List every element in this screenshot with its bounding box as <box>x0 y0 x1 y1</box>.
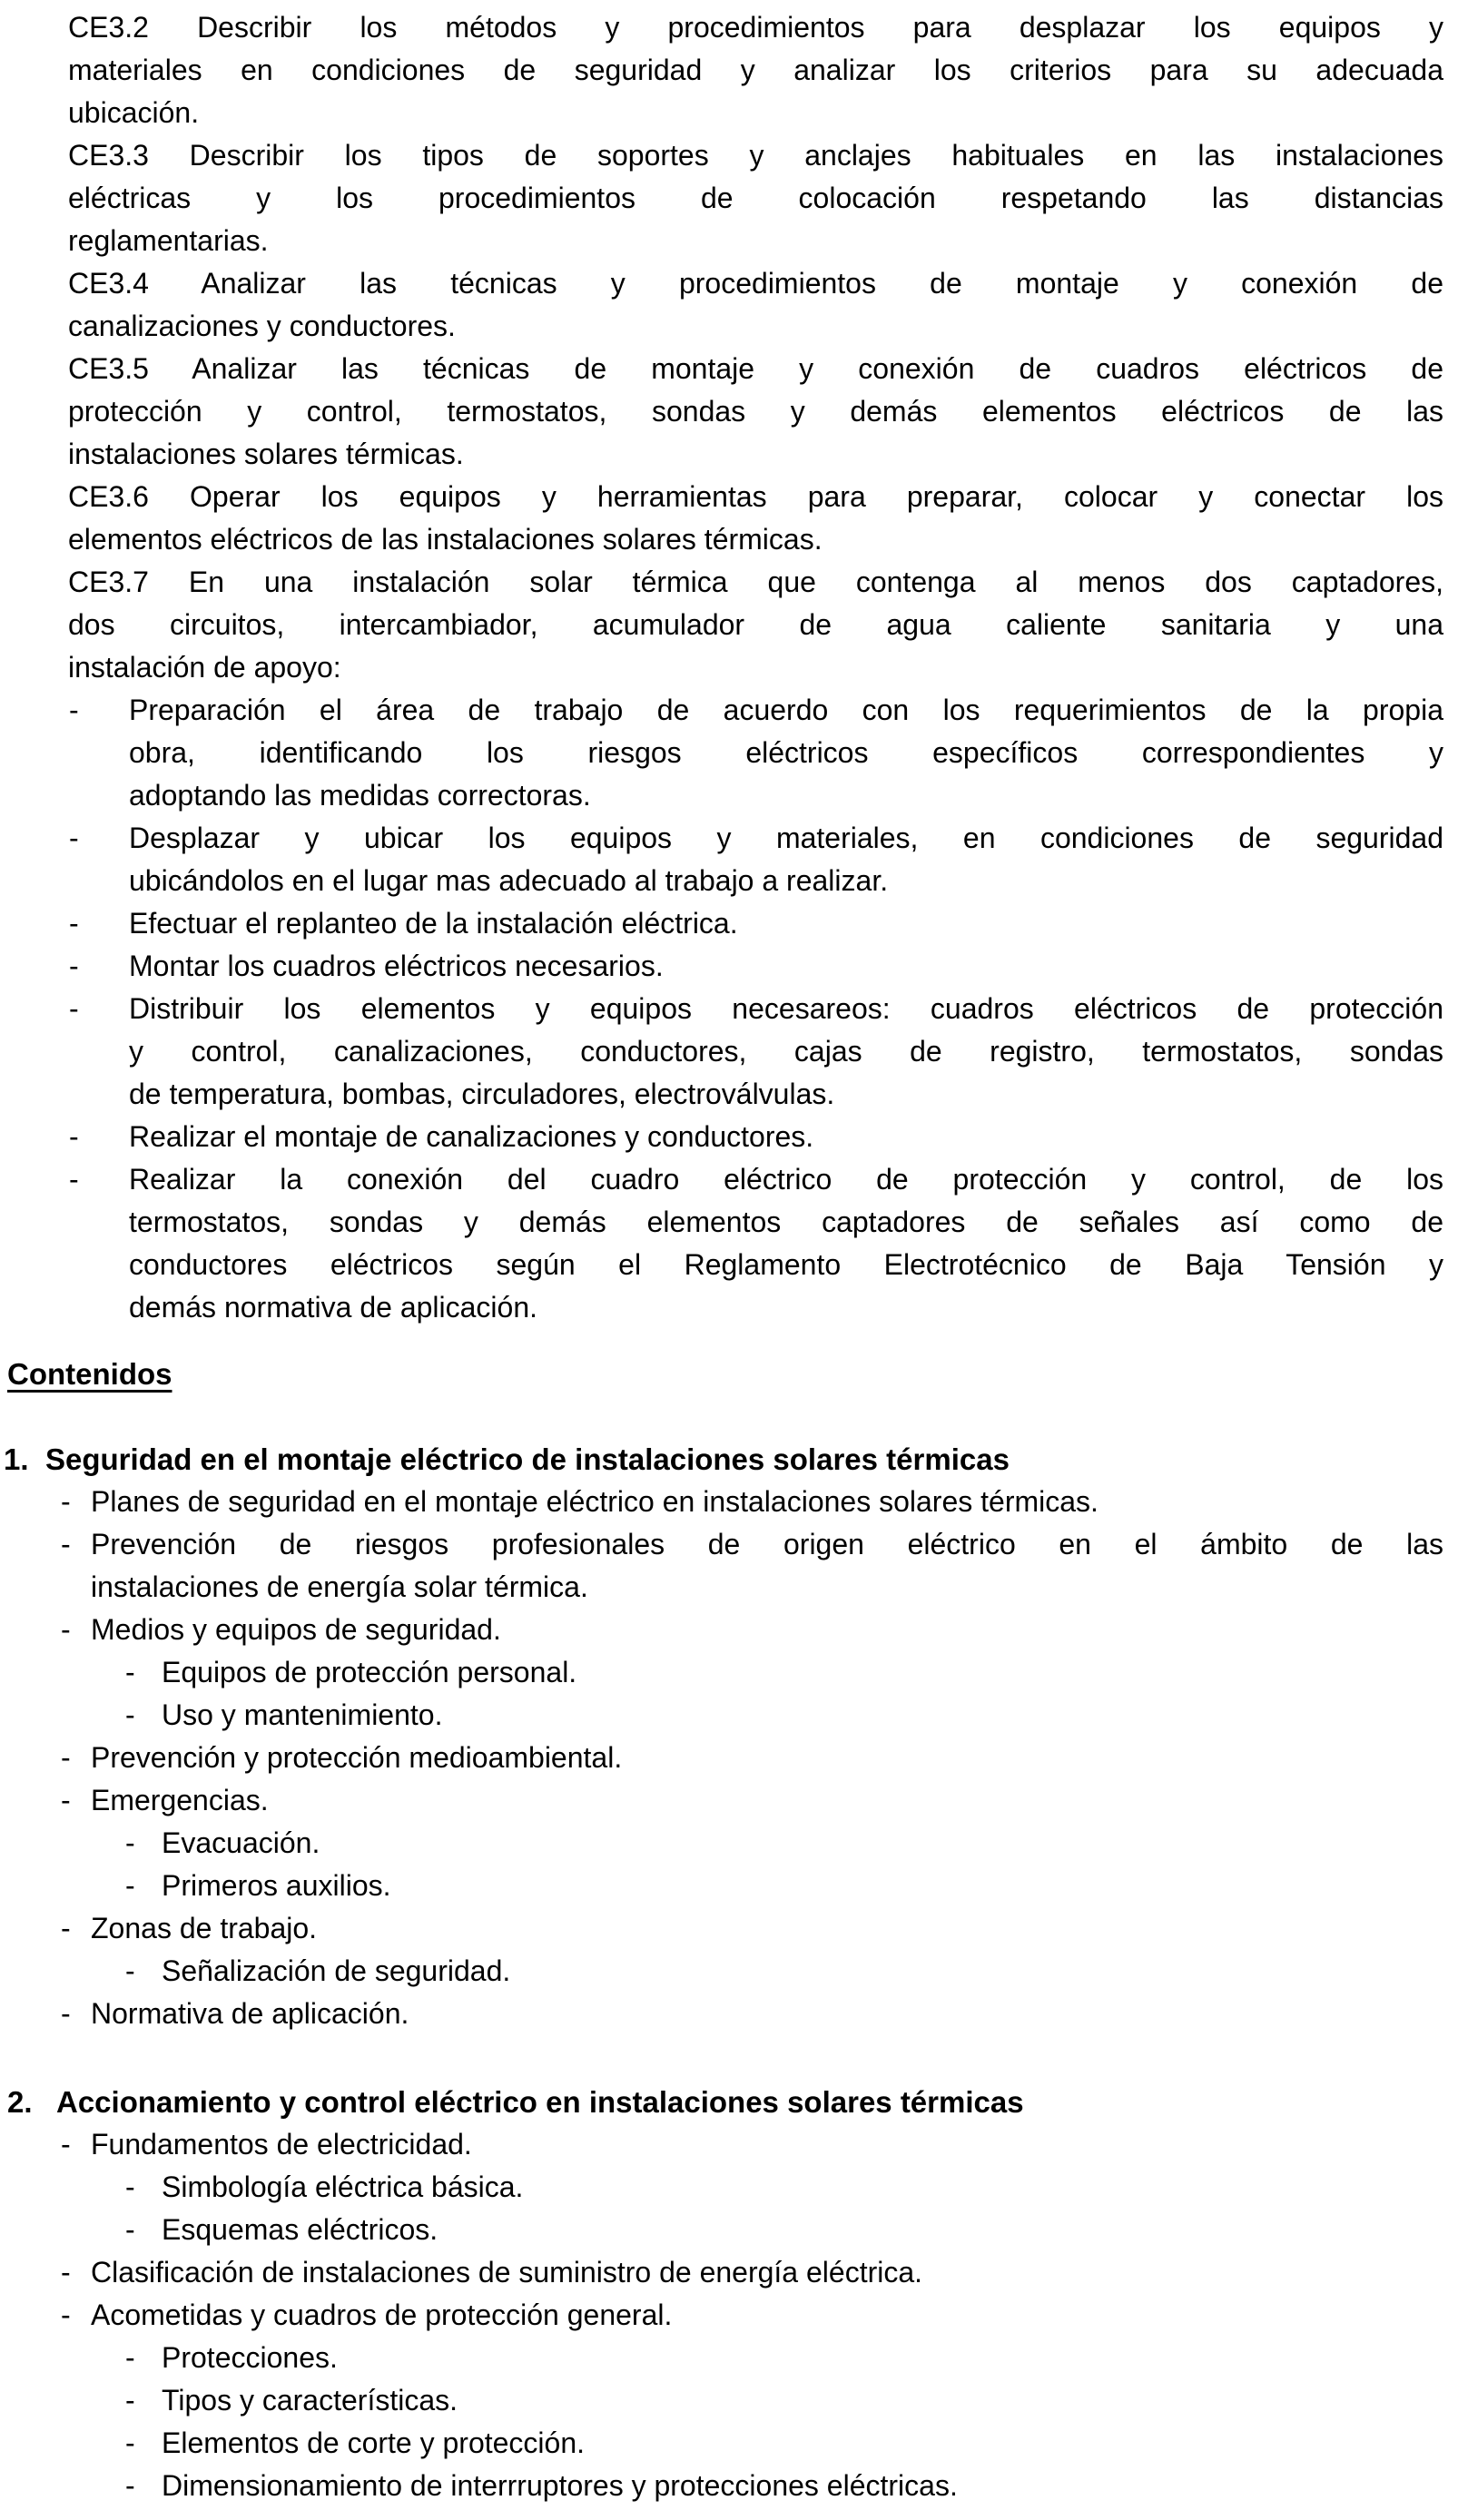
list-item <box>61 1907 1443 1950</box>
text-line: CE3.5 Analizar las técnicas de montaje y conexión de cuadros eléctricos de <box>68 352 1443 385</box>
dash-bullet: - <box>61 1613 71 1646</box>
criterion-paragraph-ce37 <box>68 561 1443 689</box>
text-line: CE3.7 En una instalación solar térmica que contenga al menos dos captadores, <box>68 566 1443 598</box>
task-item <box>69 902 1443 945</box>
list-item <box>61 1481 1443 1523</box>
dash-bullet: - <box>61 2299 71 2331</box>
text-line: elementos eléctricos de las instalaciones solares térmicas. <box>68 523 823 556</box>
text-line: adoptando las medidas correctoras. <box>129 779 591 812</box>
list-item <box>61 2294 1443 2337</box>
dash-bullet: - <box>61 1741 71 1774</box>
criterion-paragraph-ce36 <box>68 476 1443 561</box>
dash-bullet: - <box>125 2426 135 2459</box>
dash-bullet: - <box>125 1698 135 1731</box>
text-line: Normativa de aplicación. <box>91 1997 409 2030</box>
text-line: protección y control, termostatos, sondas y demás elementos eléctricos de las <box>68 395 1443 428</box>
text-line: de temperatura, bombas, circuladores, electroválvulas. <box>129 1078 835 1110</box>
dash-bullet: - <box>61 2128 71 2161</box>
dash-bullet: - <box>125 2213 135 2246</box>
text-line: Esquemas eléctricos. <box>162 2213 438 2246</box>
text-line: y control, canalizaciones, conductores, cajas de registro, termostatos, sondas <box>129 1035 1443 1068</box>
criterion-paragraph-ce33 <box>68 134 1443 262</box>
text-line: ubicación. <box>68 96 200 129</box>
dash-bullet: - <box>61 2256 71 2289</box>
text-line: Desplazar y ubicar los equipos y materiales, en condiciones de seguridad <box>129 822 1443 854</box>
dash-bullet: - <box>125 2469 135 2502</box>
list-item <box>61 1523 1443 1609</box>
section-number: 1. <box>4 1442 29 1476</box>
text-line: Preparación el área de trabajo de acuerdo con los requerimientos de la propia <box>129 694 1443 726</box>
section-2-heading <box>7 2081 1458 2123</box>
task-item <box>69 945 1443 988</box>
dash-bullet: - <box>69 1120 79 1153</box>
text-line: Emergencias. <box>91 1784 269 1816</box>
text-line: Evacuación. <box>162 1826 320 1859</box>
text-line: eléctricas y los procedimientos de colocación respetando las distancias <box>68 182 1443 214</box>
text-line: CE3.6 Operar los equipos y herramientas para preparar, colocar y conectar los <box>68 480 1443 513</box>
text-line: Montar los cuadros eléctricos necesarios. <box>129 950 664 982</box>
list-item <box>61 1609 1443 1651</box>
criterion-paragraph-ce35 <box>68 348 1443 476</box>
text-line: Prevención y protección medioambiental. <box>91 1741 623 1774</box>
text-line: Prevención de riesgos profesionales de origen eléctrico en el ámbito de las <box>91 1528 1443 1560</box>
text-line: Efectuar el replanteo de la instalación eléctrica. <box>129 907 738 940</box>
text-line: Planes de seguridad en el montaje eléctrico en instalaciones solares térmicas. <box>91 1485 1098 1518</box>
list-item <box>61 1993 1443 2035</box>
dash-bullet: - <box>61 1784 71 1816</box>
text-line: Elementos de corte y protección. <box>162 2426 586 2459</box>
text-line: termostatos, sondas y demás elementos captadores de señales así como de <box>129 1206 1443 1238</box>
list-item <box>61 1779 1443 1822</box>
text-line: Uso y mantenimiento. <box>162 1698 443 1731</box>
list-subitem <box>125 2465 1443 2507</box>
dash-bullet: - <box>69 694 79 726</box>
text-line: Distribuir los elementos y equipos necesareos: cuadros eléctricos de protección <box>129 992 1443 1025</box>
list-subitem <box>125 1865 1443 1907</box>
text-line: CE3.2 Describir los métodos y procedimientos para desplazar los equipos y <box>68 11 1443 44</box>
text-line: obra, identificando los riesgos eléctricos específicos correspondientes y <box>129 736 1443 769</box>
list-subitem <box>125 1694 1443 1737</box>
text-line: canalizaciones y conductores. <box>68 310 456 342</box>
dash-bullet: - <box>69 822 79 854</box>
text-line: Acometidas y cuadros de protección general. <box>91 2299 673 2331</box>
text-line: Tipos y características. <box>162 2384 458 2417</box>
list-item <box>61 2123 1443 2166</box>
list-subitem <box>125 1651 1443 1694</box>
dash-bullet: - <box>61 1528 71 1560</box>
section-number: 2. <box>7 2085 33 2119</box>
text-line: Fundamentos de electricidad. <box>91 2128 472 2161</box>
text-line: dos circuitos, intercambiador, acumulador de agua caliente sanitaria y una <box>68 608 1443 641</box>
section-1-heading <box>4 1438 1458 1481</box>
text-line: Protecciones. <box>162 2341 338 2374</box>
text-line: demás normativa de aplicación. <box>129 1291 538 1324</box>
text-line: Zonas de trabajo. <box>91 1912 318 1944</box>
task-item <box>69 1158 1443 1329</box>
dash-bullet: - <box>125 1869 135 1902</box>
text-line: reglamentarias. <box>68 224 269 257</box>
text-line: ubicándolos en el lugar mas adecuado al trabajo a realizar. <box>129 864 889 897</box>
dash-bullet: - <box>125 1954 135 1987</box>
dash-bullet: - <box>61 1912 71 1944</box>
contents-heading-text: Contenidos <box>7 1357 172 1391</box>
text-line: instalaciones de energía solar térmica. <box>91 1570 588 1603</box>
list-item <box>61 2251 1443 2294</box>
text-line: Simbología eléctrica básica. <box>162 2171 524 2203</box>
list-subitem <box>125 1822 1443 1865</box>
text-line: conductores eléctricos según el Reglamento Electrotécnico de Baja Tensión y <box>129 1248 1443 1281</box>
list-subitem <box>125 2337 1443 2379</box>
dash-bullet: - <box>61 1485 71 1518</box>
dash-bullet: - <box>69 907 79 940</box>
text-line: Dimensionamiento de interrruptores y protecciones eléctricas. <box>162 2469 958 2502</box>
text-line: Equipos de protección personal. <box>162 1656 577 1688</box>
text-line: Realizar el montaje de canalizaciones y conductores. <box>129 1120 814 1153</box>
dash-bullet: - <box>69 950 79 982</box>
text-line: instalaciones solares térmicas. <box>68 438 464 470</box>
text-line: Primeros auxilios. <box>162 1869 391 1902</box>
text-line: Clasificación de instalaciones de suministro de energía eléctrica. <box>91 2256 923 2289</box>
text-line: CE3.4 Analizar las técnicas y procedimientos de montaje y conexión de <box>68 267 1443 300</box>
text-line: materiales en condiciones de seguridad y analizar los criterios para su adecuada <box>68 54 1443 86</box>
criterion-paragraph-ce32 <box>68 6 1443 134</box>
list-subitem <box>125 1950 1443 1993</box>
dash-bullet: - <box>125 1656 135 1688</box>
criterion-paragraph-ce34 <box>68 262 1443 348</box>
dash-bullet: - <box>69 992 79 1025</box>
dash-bullet: - <box>125 2384 135 2417</box>
dash-bullet: - <box>69 1163 79 1196</box>
text-line: Medios y equipos de seguridad. <box>91 1613 501 1646</box>
dash-bullet: - <box>125 2341 135 2374</box>
task-item <box>69 689 1443 817</box>
contents-heading <box>7 1353 1458 1395</box>
list-item <box>61 1737 1443 1779</box>
task-item <box>69 1116 1443 1158</box>
text-line: Señalización de seguridad. <box>162 1954 511 1987</box>
list-subitem <box>125 2166 1443 2209</box>
list-subitem <box>125 2209 1443 2251</box>
text-line: Realizar la conexión del cuadro eléctrico de protección y control, de los <box>129 1163 1443 1196</box>
list-subitem <box>125 2422 1443 2465</box>
list-subitem <box>125 2379 1443 2422</box>
dash-bullet: - <box>125 1826 135 1859</box>
task-item <box>69 988 1443 1116</box>
section-title: Seguridad en el montaje eléctrico de instalaciones solares térmicas <box>45 1442 1010 1476</box>
dash-bullet: - <box>125 2171 135 2203</box>
task-item <box>69 817 1443 902</box>
text-line: instalación de apoyo: <box>68 651 341 684</box>
section-title: Accionamiento y control eléctrico en instalaciones solares térmicas <box>56 2085 1024 2119</box>
text-line: CE3.3 Describir los tipos de soportes y anclajes habituales en las instalaciones <box>68 139 1443 172</box>
dash-bullet: - <box>61 1997 71 2030</box>
